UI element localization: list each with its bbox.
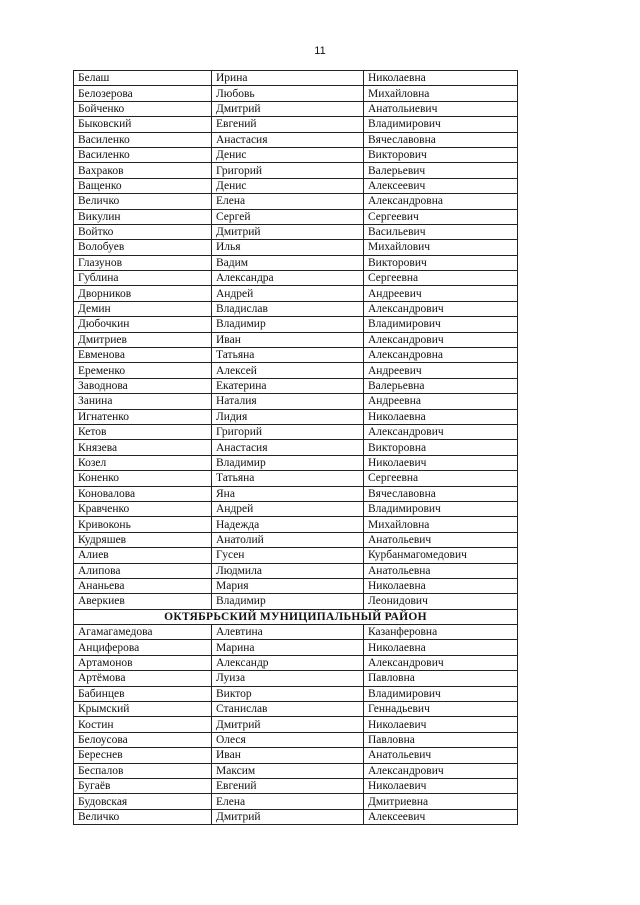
patronymic-cell: Валерьевна <box>364 378 518 393</box>
first-name-cell: Илья <box>212 240 364 255</box>
surname-cell: Беспалов <box>74 763 212 778</box>
first-name-cell: Алексей <box>212 363 364 378</box>
first-name-cell: Олеся <box>212 732 364 747</box>
first-name-cell: Луиза <box>212 671 364 686</box>
patronymic-cell: Дмитриевна <box>364 794 518 809</box>
table-row <box>74 394 518 409</box>
patronymic-cell: Михайловна <box>364 517 518 532</box>
patronymic-cell: Николаевич <box>364 455 518 470</box>
surname-cell: Василенко <box>74 132 212 147</box>
table-row <box>74 655 518 670</box>
surname-cell: Волобуев <box>74 240 212 255</box>
surname-cell: Викулин <box>74 209 212 224</box>
patronymic-cell: Владимирович <box>364 317 518 332</box>
table-row <box>74 286 518 301</box>
surname-cell: Бугаёв <box>74 778 212 793</box>
surname-cell: Козел <box>74 455 212 470</box>
table-row <box>74 471 518 486</box>
table-row <box>74 101 518 116</box>
surname-cell: Еременко <box>74 363 212 378</box>
table-row <box>74 348 518 363</box>
table-row <box>74 363 518 378</box>
first-name-cell: Надежда <box>212 517 364 532</box>
surname-cell: Бойченко <box>74 101 212 116</box>
first-name-cell: Андрей <box>212 501 364 516</box>
table-row <box>74 532 518 547</box>
first-name-cell: Алевтина <box>212 625 364 640</box>
patronymic-cell: Вячеславовна <box>364 486 518 501</box>
first-name-cell: Дмитрий <box>212 101 364 116</box>
first-name-cell: Владимир <box>212 455 364 470</box>
table-row <box>74 625 518 640</box>
surname-cell: Занина <box>74 394 212 409</box>
first-name-cell: Евгений <box>212 778 364 793</box>
surname-cell: Ананьева <box>74 578 212 593</box>
first-name-cell: Евгений <box>212 117 364 132</box>
surname-cell: Евменова <box>74 348 212 363</box>
table-row <box>74 794 518 809</box>
first-name-cell: Александр <box>212 655 364 670</box>
table-row <box>74 671 518 686</box>
table-row <box>74 517 518 532</box>
table-row <box>74 763 518 778</box>
table-row <box>74 640 518 655</box>
surname-cell: Демин <box>74 301 212 316</box>
patronymic-cell: Михайлович <box>364 240 518 255</box>
table-row <box>74 71 518 86</box>
patronymic-cell: Павловна <box>364 671 518 686</box>
surname-cell: Войтко <box>74 224 212 239</box>
first-name-cell: Александра <box>212 271 364 286</box>
patronymic-cell: Анатольевич <box>364 748 518 763</box>
patronymic-cell: Александрович <box>364 332 518 347</box>
table-row <box>74 301 518 316</box>
table-row <box>74 717 518 732</box>
surname-cell: Береснев <box>74 748 212 763</box>
patronymic-cell: Павловна <box>364 732 518 747</box>
surname-cell: Заводнова <box>74 378 212 393</box>
first-name-cell: Елена <box>212 194 364 209</box>
surname-cell: Анциферова <box>74 640 212 655</box>
patronymic-cell: Анатольевич <box>364 532 518 547</box>
first-name-cell: Анастасия <box>212 132 364 147</box>
table-row <box>74 209 518 224</box>
first-name-cell: Мария <box>212 578 364 593</box>
first-name-cell: Сергей <box>212 209 364 224</box>
patronymic-cell: Алексеевич <box>364 809 518 824</box>
patronymic-cell: Александровна <box>364 348 518 363</box>
first-name-cell: Ирина <box>212 71 364 86</box>
surname-cell: Величко <box>74 809 212 824</box>
first-name-cell: Яна <box>212 486 364 501</box>
surname-cell: Бабинцев <box>74 686 212 701</box>
table-row <box>74 332 518 347</box>
table-row <box>74 594 518 609</box>
first-name-cell: Елена <box>212 794 364 809</box>
table-row <box>74 224 518 239</box>
patronymic-cell: Курбанмагомедович <box>364 548 518 563</box>
table-row <box>74 686 518 701</box>
patronymic-cell: Михайловна <box>364 86 518 101</box>
surname-cell: Вахраков <box>74 163 212 178</box>
table-row <box>74 271 518 286</box>
surname-cell: Коненко <box>74 471 212 486</box>
surname-cell: Кетов <box>74 424 212 439</box>
section-heading-row <box>74 609 518 624</box>
roster-table <box>73 70 518 825</box>
table-row <box>74 86 518 101</box>
surname-cell: Алиев <box>74 548 212 563</box>
first-name-cell: Лидия <box>212 409 364 424</box>
patronymic-cell: Владимирович <box>364 501 518 516</box>
surname-cell: Крымский <box>74 702 212 717</box>
patronymic-cell: Викторович <box>364 255 518 270</box>
table-row <box>74 147 518 162</box>
first-name-cell: Иван <box>212 332 364 347</box>
surname-cell: Василенко <box>74 147 212 162</box>
surname-cell: Агамагамедова <box>74 625 212 640</box>
patronymic-cell: Александрович <box>364 301 518 316</box>
page-number: 11 <box>314 45 326 57</box>
patronymic-cell: Васильевич <box>364 224 518 239</box>
surname-cell: Костин <box>74 717 212 732</box>
surname-cell: Князева <box>74 440 212 455</box>
surname-cell: Ващенко <box>74 178 212 193</box>
table-row <box>74 548 518 563</box>
table-row <box>74 132 518 147</box>
table-row <box>74 578 518 593</box>
first-name-cell: Виктор <box>212 686 364 701</box>
patronymic-cell: Николаевна <box>364 578 518 593</box>
first-name-cell: Любовь <box>212 86 364 101</box>
patronymic-cell: Геннадьевич <box>364 702 518 717</box>
first-name-cell: Максим <box>212 763 364 778</box>
patronymic-cell: Сергеевна <box>364 471 518 486</box>
surname-cell: Будовская <box>74 794 212 809</box>
surname-cell: Кривоконь <box>74 517 212 532</box>
patronymic-cell: Николаевич <box>364 717 518 732</box>
surname-cell: Глазунов <box>74 255 212 270</box>
first-name-cell: Денис <box>212 178 364 193</box>
table-row <box>74 501 518 516</box>
first-name-cell: Владимир <box>212 594 364 609</box>
table-row <box>74 563 518 578</box>
table-row <box>74 486 518 501</box>
patronymic-cell: Владимирович <box>364 686 518 701</box>
patronymic-cell: Владимирович <box>364 117 518 132</box>
patronymic-cell: Сергеевич <box>364 209 518 224</box>
surname-cell: Дюбочкин <box>74 317 212 332</box>
surname-cell: Артамонов <box>74 655 212 670</box>
table-row <box>74 424 518 439</box>
patronymic-cell: Валерьевич <box>364 163 518 178</box>
table-row <box>74 240 518 255</box>
patronymic-cell: Николаевна <box>364 640 518 655</box>
first-name-cell: Татьяна <box>212 471 364 486</box>
surname-cell: Дворников <box>74 286 212 301</box>
surname-cell: Белозерова <box>74 86 212 101</box>
surname-cell: Коновалова <box>74 486 212 501</box>
first-name-cell: Марина <box>212 640 364 655</box>
patronymic-cell: Казанферовна <box>364 625 518 640</box>
table-row <box>74 809 518 824</box>
surname-cell: Алипова <box>74 563 212 578</box>
surname-cell: Игнатенко <box>74 409 212 424</box>
first-name-cell: Гусен <box>212 548 364 563</box>
table-row <box>74 702 518 717</box>
first-name-cell: Андрей <box>212 286 364 301</box>
table-row <box>74 778 518 793</box>
table-row <box>74 748 518 763</box>
table-row <box>74 117 518 132</box>
patronymic-cell: Андреевна <box>364 394 518 409</box>
patronymic-cell: Анатольиевич <box>364 101 518 116</box>
table-row <box>74 178 518 193</box>
patronymic-cell: Александровна <box>364 194 518 209</box>
patronymic-cell: Викторович <box>364 147 518 162</box>
table-row <box>74 409 518 424</box>
first-name-cell: Наталия <box>212 394 364 409</box>
surname-cell: Белаш <box>74 71 212 86</box>
first-name-cell: Анатолий <box>212 532 364 547</box>
first-name-cell: Людмила <box>212 563 364 578</box>
roster-body <box>74 71 518 825</box>
surname-cell: Аверкиев <box>74 594 212 609</box>
patronymic-cell: Вячеславовна <box>364 132 518 147</box>
first-name-cell: Вадим <box>212 255 364 270</box>
first-name-cell: Иван <box>212 748 364 763</box>
surname-cell: Дмитриев <box>74 332 212 347</box>
patronymic-cell: Александрович <box>364 655 518 670</box>
table-row <box>74 317 518 332</box>
table-row <box>74 255 518 270</box>
first-name-cell: Григорий <box>212 424 364 439</box>
section-heading: ОКТЯБРЬСКИЙ МУНИЦИПАЛЬНЫЙ РАЙОН <box>74 609 518 624</box>
patronymic-cell: Александрович <box>364 763 518 778</box>
first-name-cell: Владимир <box>212 317 364 332</box>
first-name-cell: Владислав <box>212 301 364 316</box>
patronymic-cell: Николаевна <box>364 71 518 86</box>
surname-cell: Кравченко <box>74 501 212 516</box>
first-name-cell: Татьяна <box>212 348 364 363</box>
surname-cell: Величко <box>74 194 212 209</box>
first-name-cell: Денис <box>212 147 364 162</box>
first-name-cell: Григорий <box>212 163 364 178</box>
first-name-cell: Дмитрий <box>212 717 364 732</box>
first-name-cell: Станислав <box>212 702 364 717</box>
first-name-cell: Анастасия <box>212 440 364 455</box>
patronymic-cell: Николаевич <box>364 778 518 793</box>
patronymic-cell: Алексеевич <box>364 178 518 193</box>
table-row <box>74 455 518 470</box>
patronymic-cell: Андреевич <box>364 363 518 378</box>
patronymic-cell: Андреевич <box>364 286 518 301</box>
surname-cell: Артёмова <box>74 671 212 686</box>
patronymic-cell: Анатольевна <box>364 563 518 578</box>
patronymic-cell: Сергеевна <box>364 271 518 286</box>
surname-cell: Кудряшев <box>74 532 212 547</box>
surname-cell: Быковский <box>74 117 212 132</box>
patronymic-cell: Александрович <box>364 424 518 439</box>
patronymic-cell: Николаевна <box>364 409 518 424</box>
first-name-cell: Екатерина <box>212 378 364 393</box>
table-row <box>74 163 518 178</box>
surname-cell: Белоусова <box>74 732 212 747</box>
first-name-cell: Дмитрий <box>212 809 364 824</box>
table-row <box>74 378 518 393</box>
patronymic-cell: Викторовна <box>364 440 518 455</box>
table-row <box>74 732 518 747</box>
table-row <box>74 440 518 455</box>
table-row <box>74 194 518 209</box>
surname-cell: Гублина <box>74 271 212 286</box>
first-name-cell: Дмитрий <box>212 224 364 239</box>
patronymic-cell: Леонидович <box>364 594 518 609</box>
